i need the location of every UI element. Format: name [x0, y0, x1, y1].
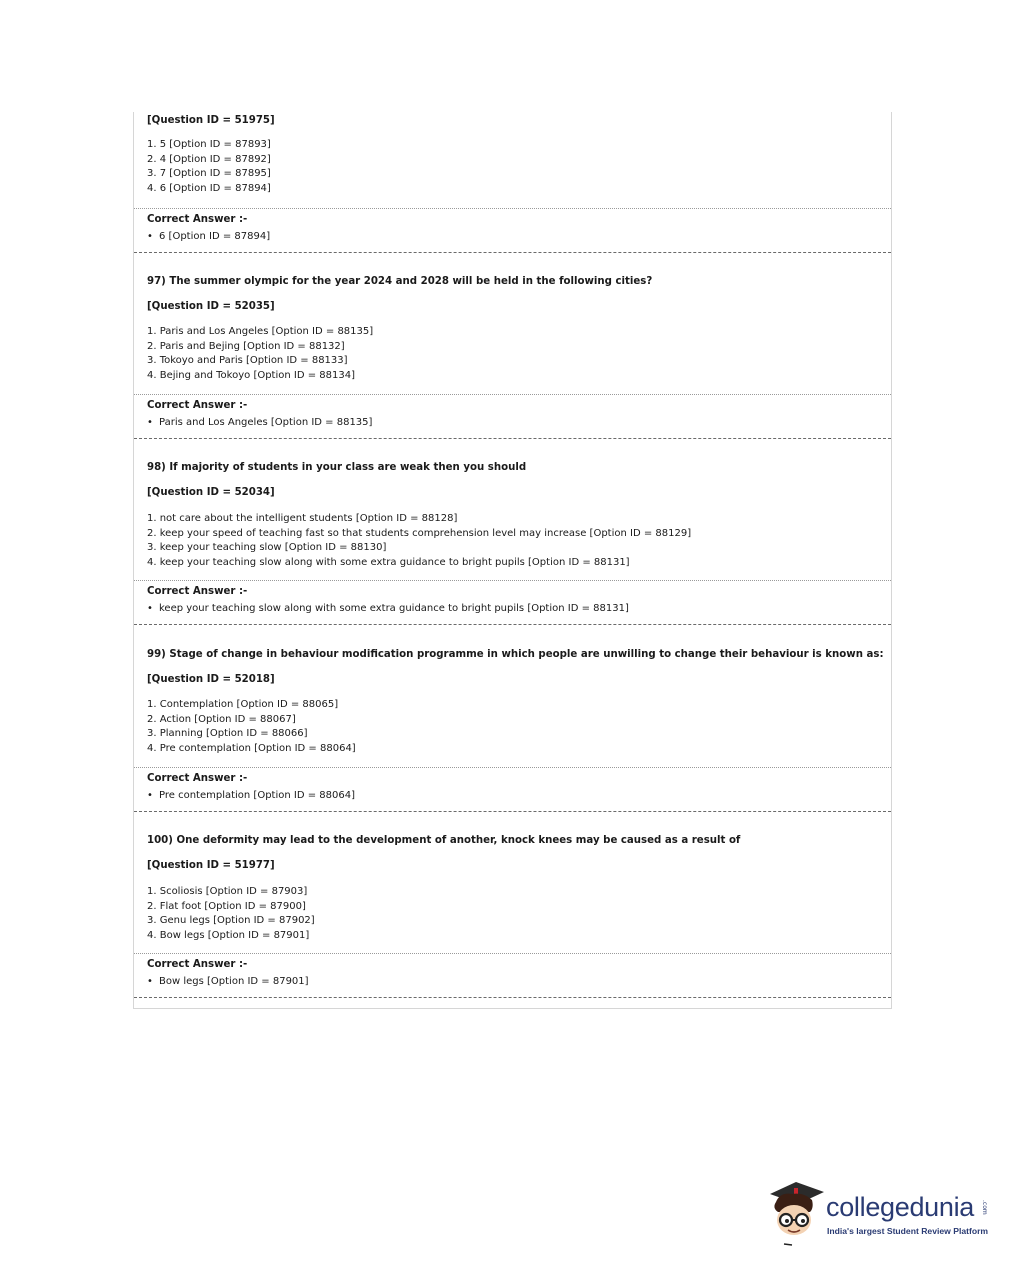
- correct-answer: [147, 976, 309, 987]
- question-end-divider: [134, 252, 891, 253]
- question-id: [Question ID = 51977]: [147, 860, 275, 871]
- question-end-divider: [134, 811, 891, 812]
- option-item: 3. Genu legs [Option ID = 87902]: [147, 915, 315, 927]
- option-item: 2. 4 [Option ID = 87892]: [147, 153, 271, 165]
- question-id: [Question ID = 52034]: [147, 487, 275, 498]
- question-id: [Question ID = 52018]: [147, 674, 275, 685]
- correct-answer: [147, 417, 372, 428]
- options-list: [147, 138, 271, 197]
- bullet-icon: •: [147, 417, 153, 428]
- brand-name: collegedunia: [826, 1192, 975, 1222]
- divider: [134, 208, 891, 209]
- option-item: 2. Flat foot [Option ID = 87900]: [147, 900, 306, 912]
- mascot-icon: [766, 1176, 828, 1248]
- question-end-divider: [134, 624, 891, 625]
- correct-answer-label: Correct Answer :-: [147, 586, 248, 597]
- options-list: [147, 512, 691, 571]
- question-id: [Question ID = 51975]: [147, 115, 275, 126]
- divider: [134, 953, 891, 954]
- divider: [134, 767, 891, 768]
- correct-answer-text: Bow legs [Option ID = 87901]: [159, 976, 309, 987]
- option-item: 2. keep your speed of teaching fast so that students comprehension level may increase [Option ID = 88129]: [147, 527, 692, 539]
- correct-answer: [147, 231, 270, 242]
- option-item: 1. not care about the intelligent students [Option ID = 88128]: [147, 513, 458, 524]
- option-item: 3. keep your teaching slow [Option ID = 88130]: [147, 542, 387, 554]
- option-item: 4. Pre contemplation [Option ID = 88064]: [147, 743, 356, 755]
- question-title: 100) One deformity may lead to the development of another, knock knees may be caused as a result of: [147, 835, 741, 846]
- collegedunia-logo[interactable]: [766, 1176, 996, 1246]
- option-item: 3. 7 [Option ID = 87895]: [147, 168, 271, 180]
- divider: [134, 580, 891, 581]
- correct-answer-text: keep your teaching slow along with some extra guidance to bright pupils [Option ID = 88131]: [159, 603, 629, 614]
- option-item: 1. Paris and Los Angeles [Option ID = 88135]: [147, 326, 374, 337]
- bullet-icon: •: [147, 976, 153, 987]
- option-item: 4. keep your teaching slow along with some extra guidance to bright pupils [Option ID = 88131]: [147, 557, 630, 569]
- divider: [134, 394, 891, 395]
- option-item: 1. 5 [Option ID = 87893]: [147, 139, 271, 150]
- correct-answer: [147, 603, 629, 614]
- correct-answer-text: 6 [Option ID = 87894]: [159, 231, 271, 242]
- option-item: 2. Action [Option ID = 88067]: [147, 713, 296, 725]
- option-item: 1. Contemplation [Option ID = 88065]: [147, 699, 339, 710]
- question-title: 98) If majority of students in your class are weak then you should: [147, 462, 527, 473]
- question-id: [Question ID = 52035]: [147, 301, 275, 312]
- question-sheet: [133, 112, 892, 1009]
- brand-tagline: India's largest Student Review Platform: [827, 1226, 989, 1236]
- option-item: 3. Planning [Option ID = 88066]: [147, 728, 308, 740]
- options-list: [147, 698, 356, 757]
- correct-answer-label: Correct Answer :-: [147, 959, 248, 970]
- option-item: 4. Bejing and Tokoyo [Option ID = 88134]: [147, 370, 355, 382]
- question-end-divider: [134, 997, 891, 998]
- option-item: 4. 6 [Option ID = 87894]: [147, 183, 271, 195]
- bullet-icon: •: [147, 231, 153, 242]
- option-item: 2. Paris and Bejing [Option ID = 88132]: [147, 340, 345, 352]
- correct-answer-label: Correct Answer :-: [147, 773, 248, 784]
- options-list: [147, 325, 373, 384]
- question-title: 99) Stage of change in behaviour modification programme in which people are unwilling to change their behaviour is known as:: [147, 649, 884, 660]
- option-item: 4. Bow legs [Option ID = 87901]: [147, 930, 310, 942]
- question-end-divider: [134, 438, 891, 439]
- correct-answer: [147, 790, 355, 801]
- bullet-icon: •: [147, 603, 153, 614]
- correct-answer-label: Correct Answer :-: [147, 214, 248, 225]
- option-item: 3. Tokoyo and Paris [Option ID = 88133]: [147, 355, 348, 367]
- options-list: [147, 885, 315, 944]
- option-item: 1. Scoliosis [Option ID = 87903]: [147, 886, 308, 897]
- bullet-icon: •: [147, 790, 153, 801]
- question-title: 97) The summer olympic for the year 2024 and 2028 will be held in the following cities?: [147, 276, 653, 287]
- correct-answer-text: Pre contemplation [Option ID = 88064]: [159, 790, 355, 801]
- brand-domain: .com: [981, 1200, 988, 1215]
- correct-answer-text: Paris and Los Angeles [Option ID = 88135]: [159, 417, 373, 428]
- correct-answer-label: Correct Answer :-: [147, 400, 248, 411]
